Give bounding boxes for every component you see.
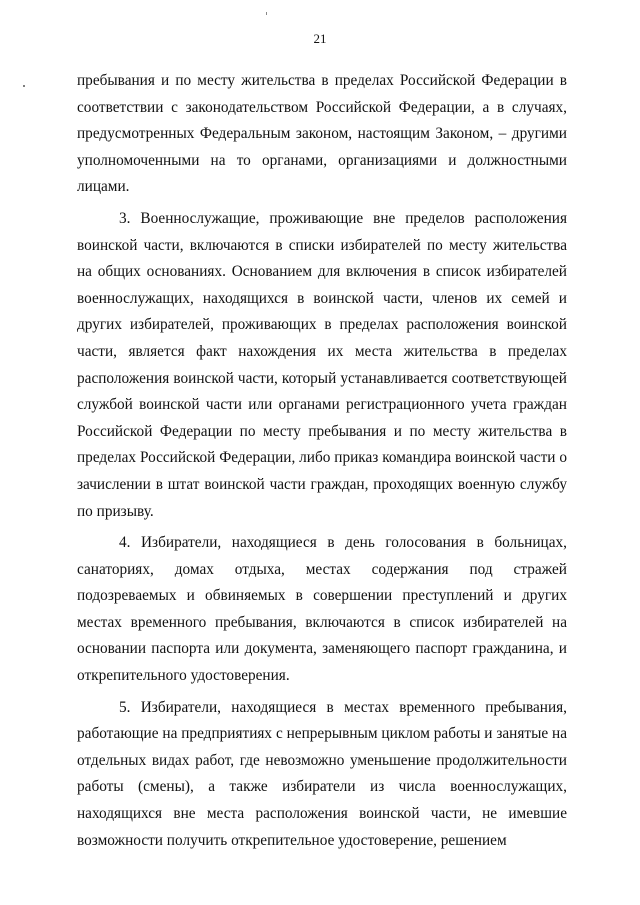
paragraph-item-4: 4. Избиратели, находящиеся в день голосования в больницах, санаториях, домах отдыха, местах содержания под стражей подозреваемых и обвиняемых в совершении преступлений и других местах временного пребывания, включаются в список избирателей на основании паспорта или документа, заменяющего паспорт гражданина, и открепительного удостоверения. (77, 534, 567, 685)
body-text (77, 68, 567, 859)
paragraph-item-3: 3. Военнослужащие, проживающие вне пределов расположения воинской части, включаются в списки избирателей по месту жительства на общих основаниях. Основанием для включения в список избирателей военнослужащих, находящихся в воинской части, членов их семей и других избирателей, проживающих в пределах расположения воинской части, является факт нахождения их места жительства в пределах расположения воинской части, который устанавливается соответствующей службой воинской части или органами регистрационного учета граждан Российской Федерации по месту пребывания и по месту жительства в пределах Российской Федерации, либо приказ командира воинской части о зачислении в штат воинской части граждан, проходящих военную службу по призыву. (77, 209, 567, 520)
scan-speck (23, 85, 25, 87)
scan-mark (266, 12, 267, 15)
paragraph-continuation: пребывания и по месту жительства в пределах Российской Федерации в соответствии с законодательством Российской Федерации, а в случаях, предусмотренных Федеральным законом, настоящим Законом, – другими уполномоченными на то органами, организациями и должностными лицами. (77, 72, 567, 196)
paragraph-item-5: 5. Избиратели, находящиеся в местах временного пребывания, работающие на предприятиях с непрерывным циклом работы и занятые на отдельных видах работ, где невозможно уменьшение продолжительности работы (смены), а также избиратели из числа военнослужащих, находящихся вне места расположения воинской части, не имевшие возможности получить открепительное удостоверение, решением (77, 698, 567, 849)
page-number: 21 (313, 31, 327, 46)
